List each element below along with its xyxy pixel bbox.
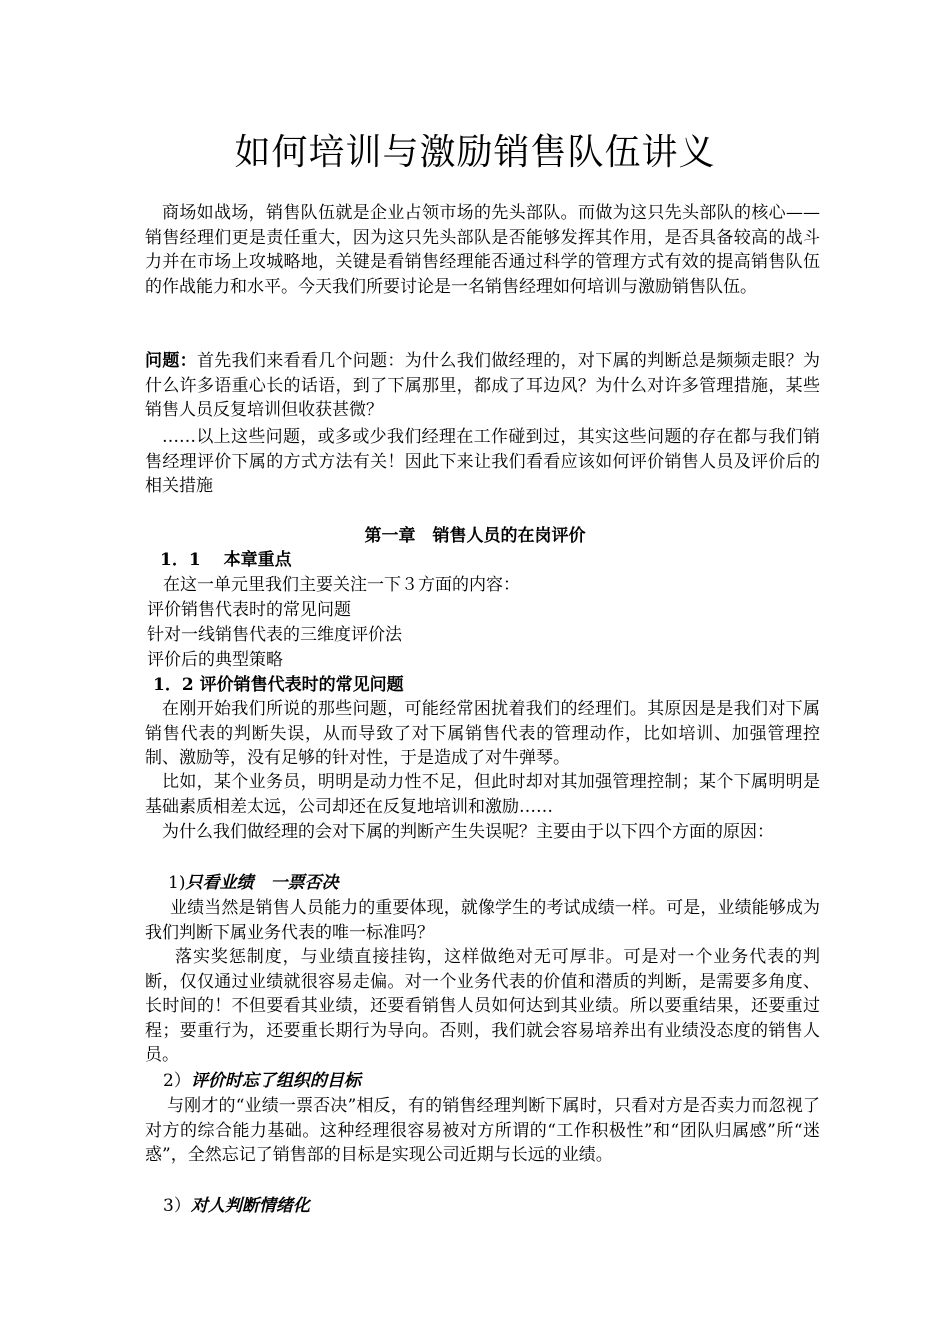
question-label: 问题：	[145, 351, 197, 371]
section-1-2-paragraph: 比如，某个业务员，明明是动力性不足，但此时却对其加强管理控制；某个下属明明是基础素质相差太远，公司却还在反复地培训和激励……	[145, 772, 820, 817]
reason-title: 只看业绩 一票否决	[185, 873, 339, 893]
focus-item: 评价销售代表时的常见问题	[147, 600, 351, 620]
question-text: 首先我们来看看几个问题：为什么我们做经理的，对下属的判断总是频频走眼？为什么许多语重心长的话语，到了下属那里，都成了耳边风？为什么对许多管理措施，某些销售人员反复培训但收获甚微？	[145, 351, 821, 420]
reason-number: 1)	[168, 873, 186, 893]
question-paragraph	[145, 349, 820, 423]
section-1-2-paragraph: 在刚开始我们所说的那些问题，可能经常困扰着我们的经理们。其原因是是我们对下属销售代表的判断失误，从而导致了对下属销售代表的管理动作，比如培训、加强管理控制、激励等，没有足够的针对性，于是造成了对牛弹琴。	[145, 699, 820, 768]
section-1-1-intro: 在这一单元里我们主要关注一下３方面的内容：	[163, 575, 520, 595]
chapter-heading: 第一章 销售人员的在岗评价	[364, 526, 586, 546]
section-1-2-paragraph: 为什么我们做经理的会对下属的判断产生失误呢？主要由于以下四个方面的原因：	[162, 822, 774, 842]
reason-title: 对人判断情绪化	[190, 1196, 310, 1216]
reason-heading	[163, 1194, 310, 1219]
reason-title: 评价时忘了组织的目标	[190, 1071, 361, 1091]
section-1-1-heading: 1．1 本章重点	[160, 550, 292, 570]
reason-number: 2）	[163, 1071, 191, 1091]
reason-paragraph: 业绩当然是销售人员能力的重要体现，就像学生的考试成绩一样。可是，业绩能够成为我们判断下属业务代表的唯一标准吗？	[145, 898, 820, 943]
reason-paragraph: 落实奖惩制度，与业绩直接挂钩，这样做绝对无可厚非。可是对一个业务代表的判断，仅仅通过业绩就很容易走偏。对一个业务代表的价值和潜质的判断，是需要多角度、长时间的！不但要看其业绩，还要看销售人员如何达到其业绩。所以要重结果，还要重过程；要重行为，还要重长期行为导向。否则，我们就会容易培养出有业绩没态度的销售人员。	[145, 947, 820, 1065]
intro-paragraph: 商场如战场，销售队伍就是企业占领市场的先头部队。而做为这只先头部队的核心——销售经理们更是责任重大，因为这只先头部队是否能够发挥其作用，是否具备较高的战斗力并在市场上攻城略地，关键是看销售经理能否通过科学的管理方式有效的提高销售队伍的作战能力和水平。今天我们所要讨论是一名销售经理如何培训与激励销售队伍。	[145, 203, 820, 297]
reason-number: 3）	[163, 1196, 191, 1216]
question-follow-paragraph: ……以上这些问题，或多或少我们经理在工作碰到过，其实这些问题的存在都与我们销售经理评价下属的方式方法有关！因此下来让我们看看应该如何评价销售人员及评价后的相关措施	[145, 427, 820, 496]
reason-paragraph: 与刚才的“业绩一票否决”相反，有的销售经理判断下属时，只看对方是否卖力而忽视了对方的综合能力基础。这种经理很容易被对方所谓的“工作积极性”和“团队归属感”所“迷惑”，全然忘记了销售部的目标是实现公司近期与长远的业绩。	[145, 1096, 820, 1165]
focus-item: 评价后的典型策略	[147, 650, 283, 670]
reason-heading	[168, 871, 338, 896]
reason-heading	[163, 1069, 361, 1094]
document-title: 如何培训与激励销售队伍讲义	[234, 132, 716, 173]
section-1-2-heading: 1．2 评价销售代表时的常见问题	[153, 675, 404, 695]
focus-item: 针对一线销售代表的三维度评价法	[147, 625, 402, 645]
